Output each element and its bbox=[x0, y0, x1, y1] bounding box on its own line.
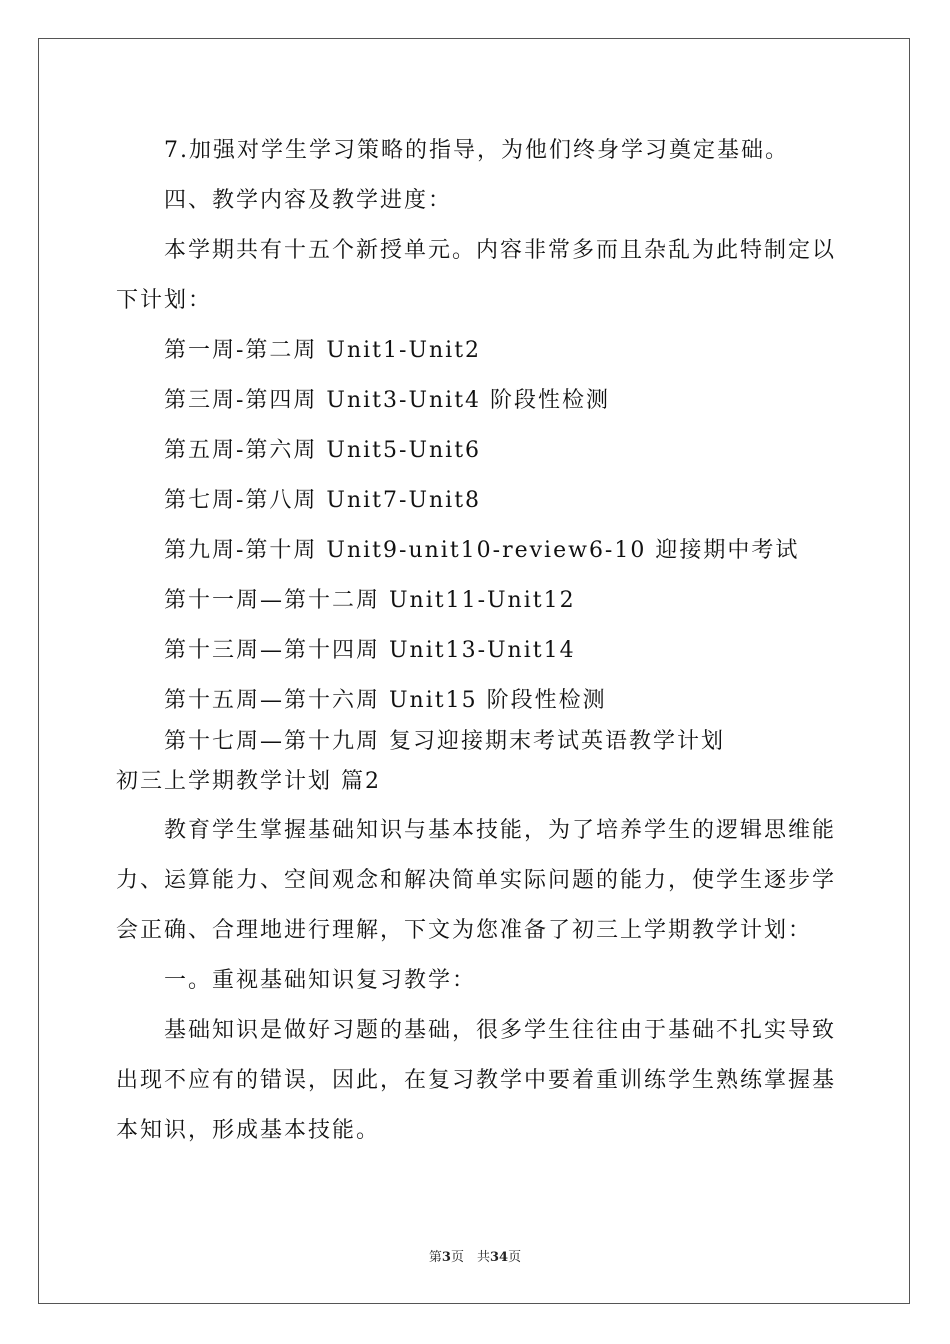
current-page-number: 3 bbox=[441, 1250, 451, 1265]
schedule-item: 第七周-第八周 Unit7-Unit8 bbox=[164, 488, 482, 513]
total-page-count: 34 bbox=[489, 1250, 509, 1265]
schedule-item: 第十五周—第十六周 Unit15 阶段性检测 bbox=[164, 688, 607, 713]
paragraph-line: 本知识，形成基本技能。 bbox=[116, 1118, 381, 1143]
schedule-item: 第三周-第四周 Unit3-Unit4 阶段性检测 bbox=[164, 388, 611, 413]
schedule-item: 第五周-第六周 Unit5-Unit6 bbox=[164, 438, 482, 463]
paragraph-line: 7.加强对学生学习策略的指导，为他们终身学习奠定基础。 bbox=[164, 138, 789, 163]
paragraph-line: 基础知识是做好习题的基础，很多学生往往由于基础不扎实导致 bbox=[164, 1018, 837, 1043]
page-footer bbox=[0, 1246, 950, 1265]
section-heading: 初三上学期教学计划 篇2 bbox=[116, 769, 381, 794]
paragraph-line: 教育学生掌握基础知识与基本技能，为了培养学生的逻辑思维能 bbox=[164, 818, 837, 843]
paragraph-line: 下计划： bbox=[116, 288, 213, 313]
paragraph-line: 本学期共有十五个新授单元。内容非常多而且杂乱为此特制定以 bbox=[164, 238, 837, 263]
schedule-item: 第九周-第十周 Unit9-unit10-review6-10 迎接期中考试 bbox=[164, 538, 800, 563]
subsection-title: 一。重视基础知识复习教学： bbox=[164, 968, 477, 993]
section-title: 四、教学内容及教学进度： bbox=[164, 188, 453, 213]
footer-suffix: 页 bbox=[508, 1250, 522, 1265]
footer-mid: 页 共 bbox=[450, 1250, 490, 1265]
document-body bbox=[116, 126, 838, 1156]
schedule-item: 第十一周—第十二周 Unit11-Unit12 bbox=[164, 588, 576, 613]
paragraph-line: 出现不应有的错误，因此，在复习教学中要着重训练学生熟练掌握基 bbox=[116, 1068, 837, 1093]
paragraph-line: 力、运算能力、空间观念和解决简单实际问题的能力，使学生逐步学 bbox=[116, 868, 837, 893]
footer-prefix: 第 bbox=[428, 1250, 442, 1265]
schedule-item: 第一周-第二周 Unit1-Unit2 bbox=[164, 338, 482, 363]
schedule-item: 第十三周—第十四周 Unit13-Unit14 bbox=[164, 638, 576, 663]
schedule-item: 第十七周—第十九周 复习迎接期末考试英语教学计划 bbox=[164, 729, 725, 754]
paragraph-line: 会正确、合理地进行理解，下文为您准备了初三上学期教学计划： bbox=[116, 918, 813, 943]
